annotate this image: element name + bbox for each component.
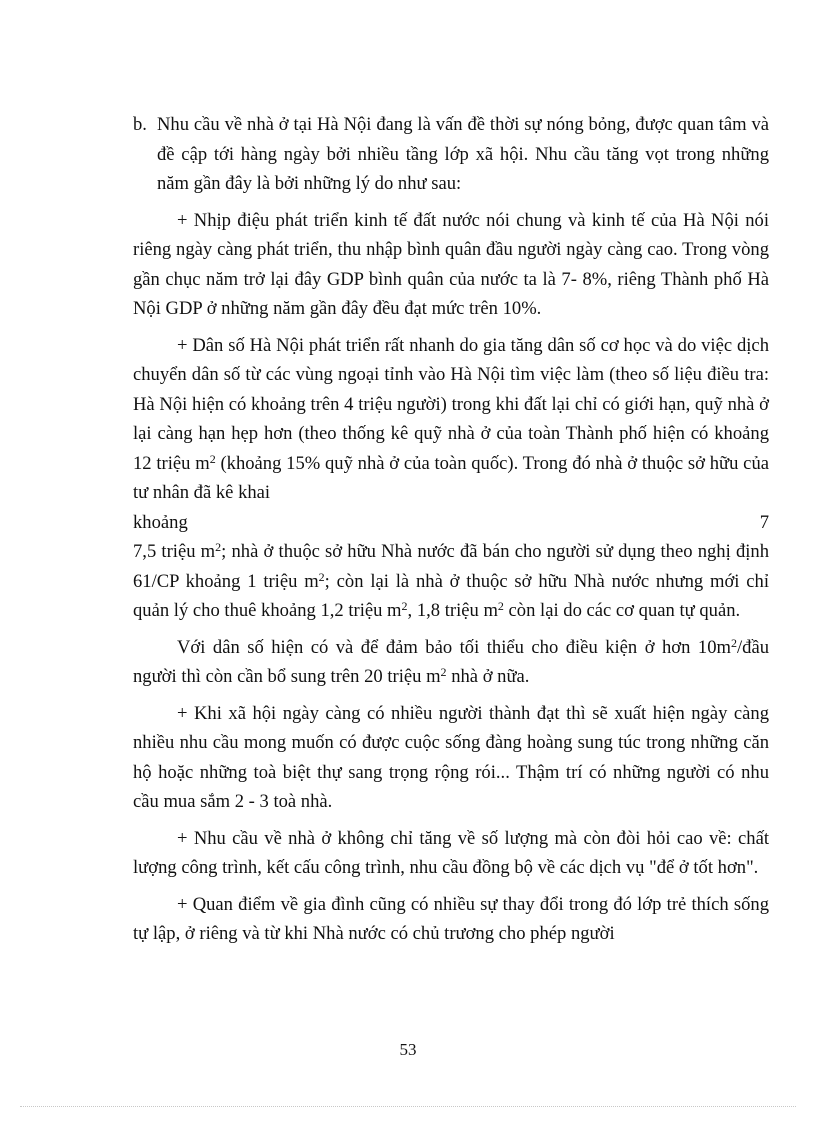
paragraph-population-part-1 [133, 331, 769, 508]
list-marker: b. [133, 114, 147, 135]
page-body [133, 110, 769, 956]
text-run: + Dân số Hà Nội phát triển rất nhanh do gia tăng dân số cơ học và do việc dịch chuyển dân số từ các vùng ngoại tỉnh vào Hà Nội tìm việc làm (theo số liệu điều tra: Hà Nội hiện có khoảng trên 4 triệu người) trong khi đất lại chỉ có giới hạn, quỹ nhà ở lại càng hạn hẹp hơn (theo thống kê quỹ nhà ở của toàn Thành phố hiện có khoảng 12 triệu m [133, 334, 769, 474]
superscript: 2 [215, 540, 222, 554]
paragraph-luxury-demand: + Khi xã hội ngày càng có nhiều người thành đạt thì sẽ xuất hiện ngày càng nhiều nhu cầu mong muốn có được cuộc sống đàng hoàng sung túc trong những căn hộ hoặc những toà biệt thự sang trọng rộng rói... Thậm trí có những người có nhu cầu mua sắm 2 - 3 toà nhà. [133, 702, 769, 812]
superscript: 2 [730, 635, 737, 650]
paragraph-quality-demand: + Nhu cầu về nhà ở không chỉ tăng về số lượng mà còn đòi hỏi cao về: chất lượng công trình, kết cấu công trình, nhu cầu đồng bộ về các dịch vụ "để ở tốt hơn". [133, 827, 769, 878]
paragraph-population-part-2 [133, 537, 769, 626]
paragraph-population [133, 331, 769, 626]
list-item-text: Nhu cầu về nhà ở tại Hà Nội đang là vấn đề thời sự nóng bỏng, được quan tâm và đề cập tới hàng ngày bởi nhiều tầng lớp xã hội. Nhu cầu tăng vọt trong những năm gần đây là bởi những lý do như sau: [157, 114, 769, 194]
text-run: /đầu người thì còn cần bổ sung trên 20 triệu m [133, 636, 769, 687]
list-item-b [133, 110, 769, 199]
text-run: 7,5 triệu m [133, 541, 216, 562]
split-line [133, 508, 769, 538]
text-run: Với dân số hiện có và để đảm bảo tối thiểu cho điều kiện ở hơn 10m [177, 636, 731, 658]
text-run: ; nhà ở thuộc sở hữu Nhà nước đã bán cho người sử dụng theo nghị định 61/CP khoảng 1 triệu m [133, 541, 769, 592]
paragraph-housing-need [133, 633, 769, 692]
paragraph-economic-growth: + Nhịp điệu phát triển kinh tế đất nước nói chung và kinh tế của Hà Nội nói riêng ngày càng phát triển, thu nhập bình quân đầu người ngày càng cao. Trong vòng gần chục năm trở lại đây GDP bình quân của nước ta là 7- 8%, riêng Thành phố Hà Nội GDP ở những năm gần đây đều đạt mức trên 10%. [133, 209, 769, 319]
paragraph-family-views: + Quan điểm về gia đình cũng có nhiều sự thay đổi trong đó lớp trẻ thích sống tự lập, ở riêng và từ khi Nhà nước có chủ trương cho phép người [133, 893, 769, 944]
text-run: (khoảng 15% quỹ nhà ở của toàn quốc). Trong đó nhà ở thuộc sở hữu của tư nhân đã kê khai [133, 452, 769, 503]
superscript: 2 [440, 665, 447, 679]
footer-divider [20, 1106, 796, 1107]
superscript: 2 [318, 569, 325, 584]
split-line-right: 7 [759, 511, 769, 533]
text-run: còn lại do các cơ quan tự quản. [503, 600, 741, 621]
page-number: 53 [399, 1040, 417, 1059]
text-run: , 1,8 triệu m [407, 600, 498, 621]
superscript: 2 [401, 599, 408, 613]
superscript: 2 [497, 599, 504, 613]
split-line-left: khoảng [133, 511, 188, 533]
superscript: 2 [209, 451, 216, 466]
text-run: nhà ở nữa. [446, 666, 530, 687]
text-run: ; còn lại là nhà ở thuộc sở hữu Nhà nước nhưng mới chỉ quản lý cho thuê khoảng 1,2 triệu m [133, 570, 769, 621]
